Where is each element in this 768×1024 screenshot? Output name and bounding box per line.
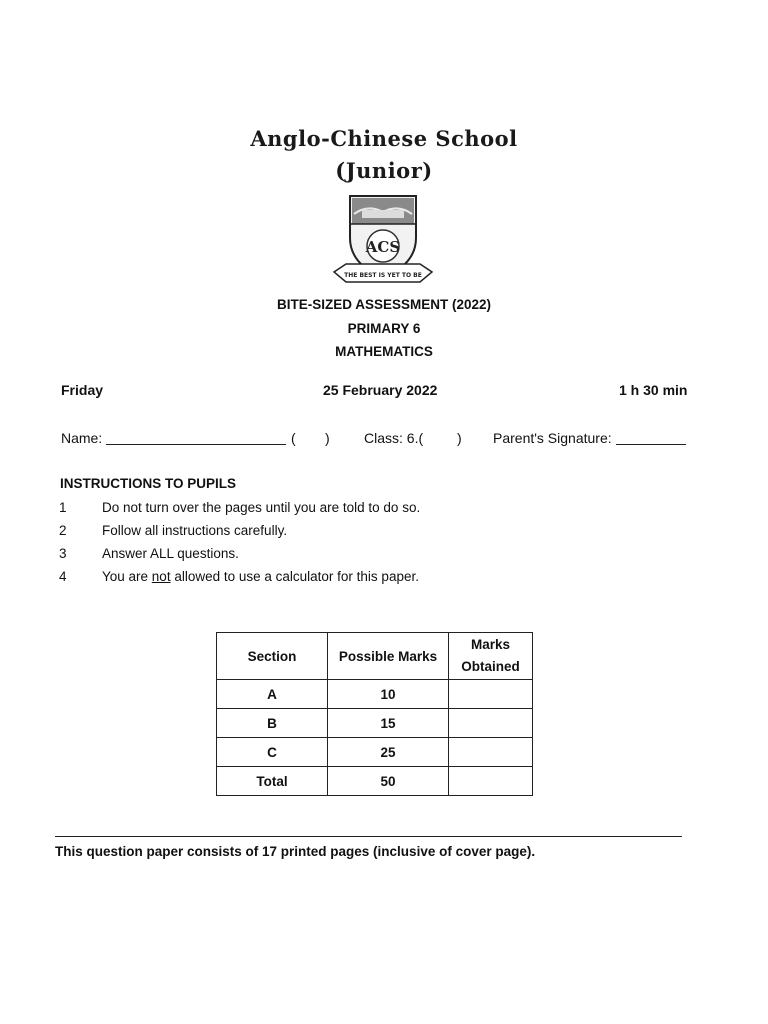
assessment-title: BITE-SIZED ASSESSMENT (2022) bbox=[276, 297, 492, 312]
instruction-number: 3 bbox=[59, 546, 67, 561]
instruction-number: 2 bbox=[59, 523, 67, 538]
school-crest bbox=[330, 192, 436, 288]
page-count-note: This question paper consists of 17 printed pages (inclusive of cover page). bbox=[55, 844, 536, 859]
marks-obtained-cell[interactable] bbox=[449, 680, 533, 709]
signature-label: Parent's Signature: bbox=[493, 430, 612, 446]
instruction-text bbox=[102, 569, 419, 584]
column-header: Possible Marks bbox=[328, 633, 449, 680]
crest-letters: ACS bbox=[365, 238, 401, 256]
instruction-text-part: allowed to use a calculator for this paper. bbox=[170, 569, 419, 584]
index-close: ) bbox=[325, 430, 330, 446]
instruction-text: Answer ALL questions. bbox=[102, 546, 239, 561]
instruction-text-part: You are bbox=[102, 569, 152, 584]
table-row-total bbox=[217, 767, 533, 796]
marks-obtained-cell[interactable] bbox=[449, 738, 533, 767]
section-cell: Total bbox=[217, 767, 328, 796]
section-cell: A bbox=[217, 680, 328, 709]
possible-marks-cell: 15 bbox=[328, 709, 449, 738]
instruction-number: 4 bbox=[59, 569, 67, 584]
footer-divider bbox=[55, 836, 682, 837]
marks-obtained-cell[interactable] bbox=[449, 767, 533, 796]
table-row bbox=[217, 709, 533, 738]
column-header: Section bbox=[217, 633, 328, 680]
marks-table bbox=[216, 632, 533, 796]
table-row bbox=[217, 738, 533, 767]
possible-marks-cell: 25 bbox=[328, 738, 449, 767]
class-label: Class: 6.( bbox=[364, 430, 424, 446]
instruction-text: Follow all instructions carefully. bbox=[102, 523, 288, 538]
index-open: ( bbox=[291, 430, 296, 446]
class-close: ) bbox=[457, 430, 462, 446]
column-header: Marks Obtained bbox=[449, 633, 533, 680]
possible-marks-cell: 50 bbox=[328, 767, 449, 796]
instructions-heading: INSTRUCTIONS TO PUPILS bbox=[60, 476, 237, 491]
table-row bbox=[217, 680, 533, 709]
exam-day: Friday bbox=[61, 382, 104, 398]
exam-date: 25 February 2022 bbox=[323, 382, 438, 398]
name-field[interactable] bbox=[106, 432, 286, 445]
instruction-text: Do not turn over the pages until you are told to do so. bbox=[102, 500, 421, 515]
instruction-emphasis: not bbox=[151, 569, 171, 584]
section-cell: B bbox=[217, 709, 328, 738]
school-name-subtitle: (Junior) bbox=[335, 158, 433, 183]
school-name: Anglo-Chinese School bbox=[250, 126, 518, 151]
name-label: Name: bbox=[61, 430, 103, 446]
crest-motto: THE BEST IS YET TO BE bbox=[344, 272, 422, 279]
possible-marks-cell: 10 bbox=[328, 680, 449, 709]
table-header-row bbox=[217, 633, 533, 680]
level-title: PRIMARY 6 bbox=[347, 321, 421, 336]
instruction-number: 1 bbox=[59, 500, 67, 515]
marks-obtained-cell[interactable] bbox=[449, 709, 533, 738]
subject-title: MATHEMATICS bbox=[335, 344, 433, 359]
section-cell: C bbox=[217, 738, 328, 767]
exam-duration: 1 h 30 min bbox=[619, 382, 688, 398]
signature-field[interactable] bbox=[616, 432, 686, 445]
